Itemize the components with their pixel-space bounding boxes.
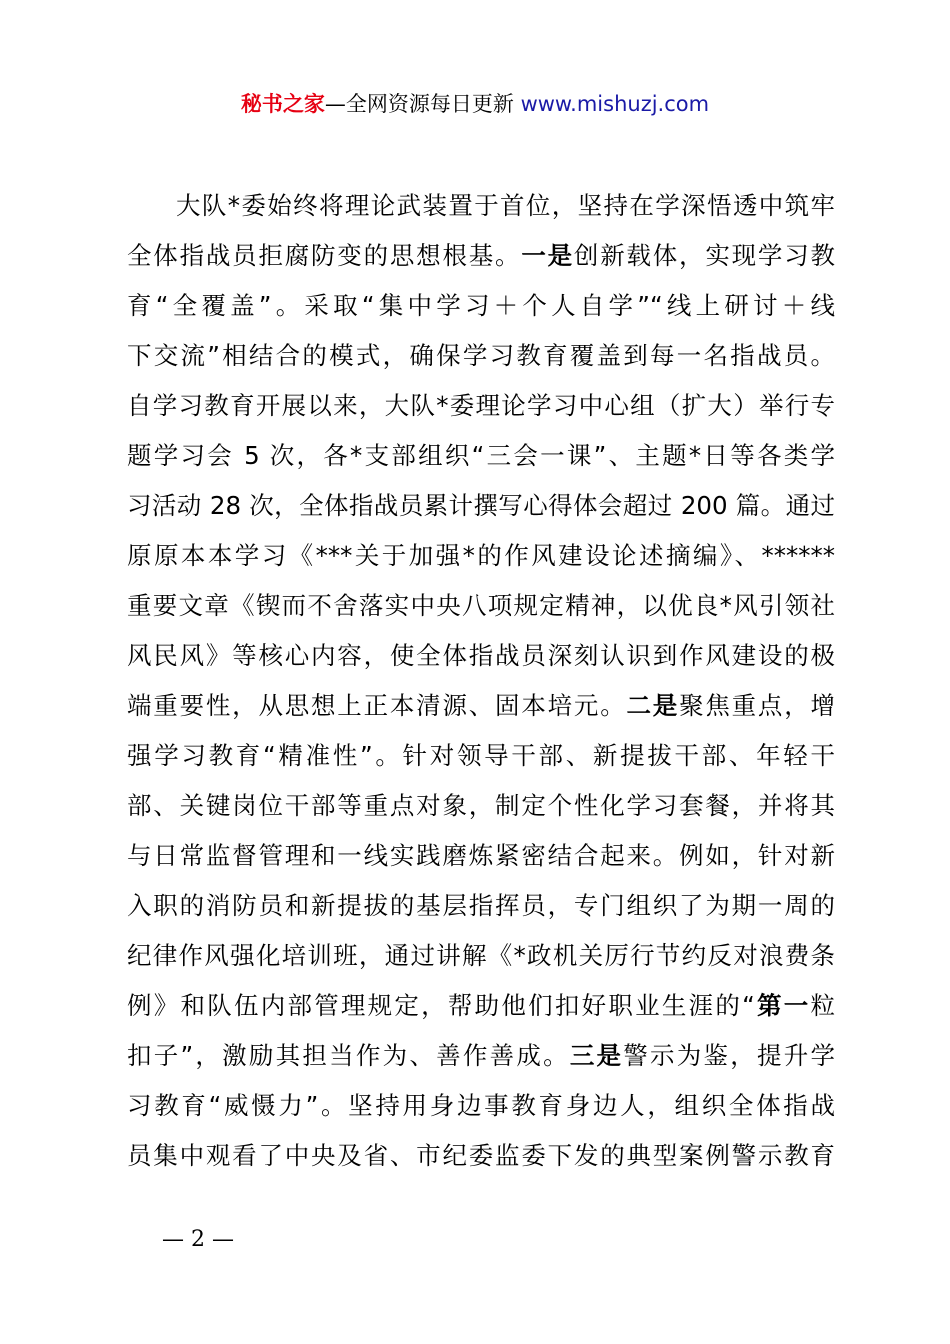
text-line: 入职的消防员和新提拔的基层指挥员，专门组织了为期一周的: [127, 891, 835, 920]
text-line: 例》和队伍内部管理规定，帮助他们扣好职业生涯的“第一粒: [127, 991, 835, 1020]
site-brand: 秘书之家: [240, 92, 325, 116]
text-line: 原原本本学习《***关于加强*的作风建设论述摘编》、******: [127, 541, 835, 570]
text-line: 大队*委始终将理论武装置于首位，坚持在学深悟透中筑牢: [176, 191, 835, 220]
text-line: 育“全覆盖”。采取“集中学习＋个人自学”“线上研讨＋线: [127, 291, 835, 320]
bold-marker: 三是: [569, 1041, 624, 1070]
text-line: 部、关键岗位干部等重点对象，制定个性化学习套餐，并将其: [127, 791, 835, 820]
page-number: — 2 —: [162, 1227, 234, 1252]
text-line: 风民风》等核心内容，使全体指战员深刻认识到作风建设的极: [127, 641, 835, 670]
text-line: 端重要性，从思想上正本清源、固本培元。二是聚焦重点，增: [127, 691, 836, 720]
text-line: 题学习会 5 次，各*支部组织“三会一课”、主题*日等各类学: [127, 441, 835, 470]
site-url[interactable]: www.mishuzj.com: [520, 92, 710, 116]
site-tagline: —全网资源每日更新: [324, 92, 521, 116]
text-line: 强学习教育“精准性”。针对领导干部、新提拔干部、年轻干: [127, 741, 835, 770]
text-line: 习教育“威慑力”。坚持用身边事教育身边人，组织全体指战: [127, 1091, 835, 1120]
text-line: 员集中观看了中央及省、市纪委监委下发的典型案例警示教育: [127, 1141, 835, 1170]
bold-marker: 一是: [521, 241, 574, 270]
text-line: 纪律作风强化培训班，通过讲解《*政机关厉行节约反对浪费条: [127, 941, 835, 970]
text-line: 自学习教育开展以来，大队*委理论学习中心组（扩大）举行专: [127, 391, 835, 420]
document-body: [127, 181, 835, 1181]
text-line: 重要文章《锲而不舍落实中央八项规定精神，以优良*风引领社: [127, 591, 835, 620]
text-line: 下交流”相结合的模式，确保学习教育覆盖到每一名指战员。: [127, 341, 835, 370]
text-line: 习活动 28 次，全体指战员累计撰写心得体会超过 200 篇。通过: [127, 491, 835, 520]
text-line: 全体指战员拒腐防变的思想根基。一是创新载体，实现学习教: [127, 241, 836, 270]
site-header: [0, 88, 950, 120]
bold-marker: 第一: [754, 991, 811, 1020]
bold-marker: 二是: [626, 691, 680, 720]
text-line: 扣子”，激励其担当作为、善作善成。三是警示为鉴，提升学: [127, 1041, 835, 1070]
text-line: 与日常监督管理和一线实践磨炼紧密结合起来。例如，针对新: [127, 841, 835, 870]
